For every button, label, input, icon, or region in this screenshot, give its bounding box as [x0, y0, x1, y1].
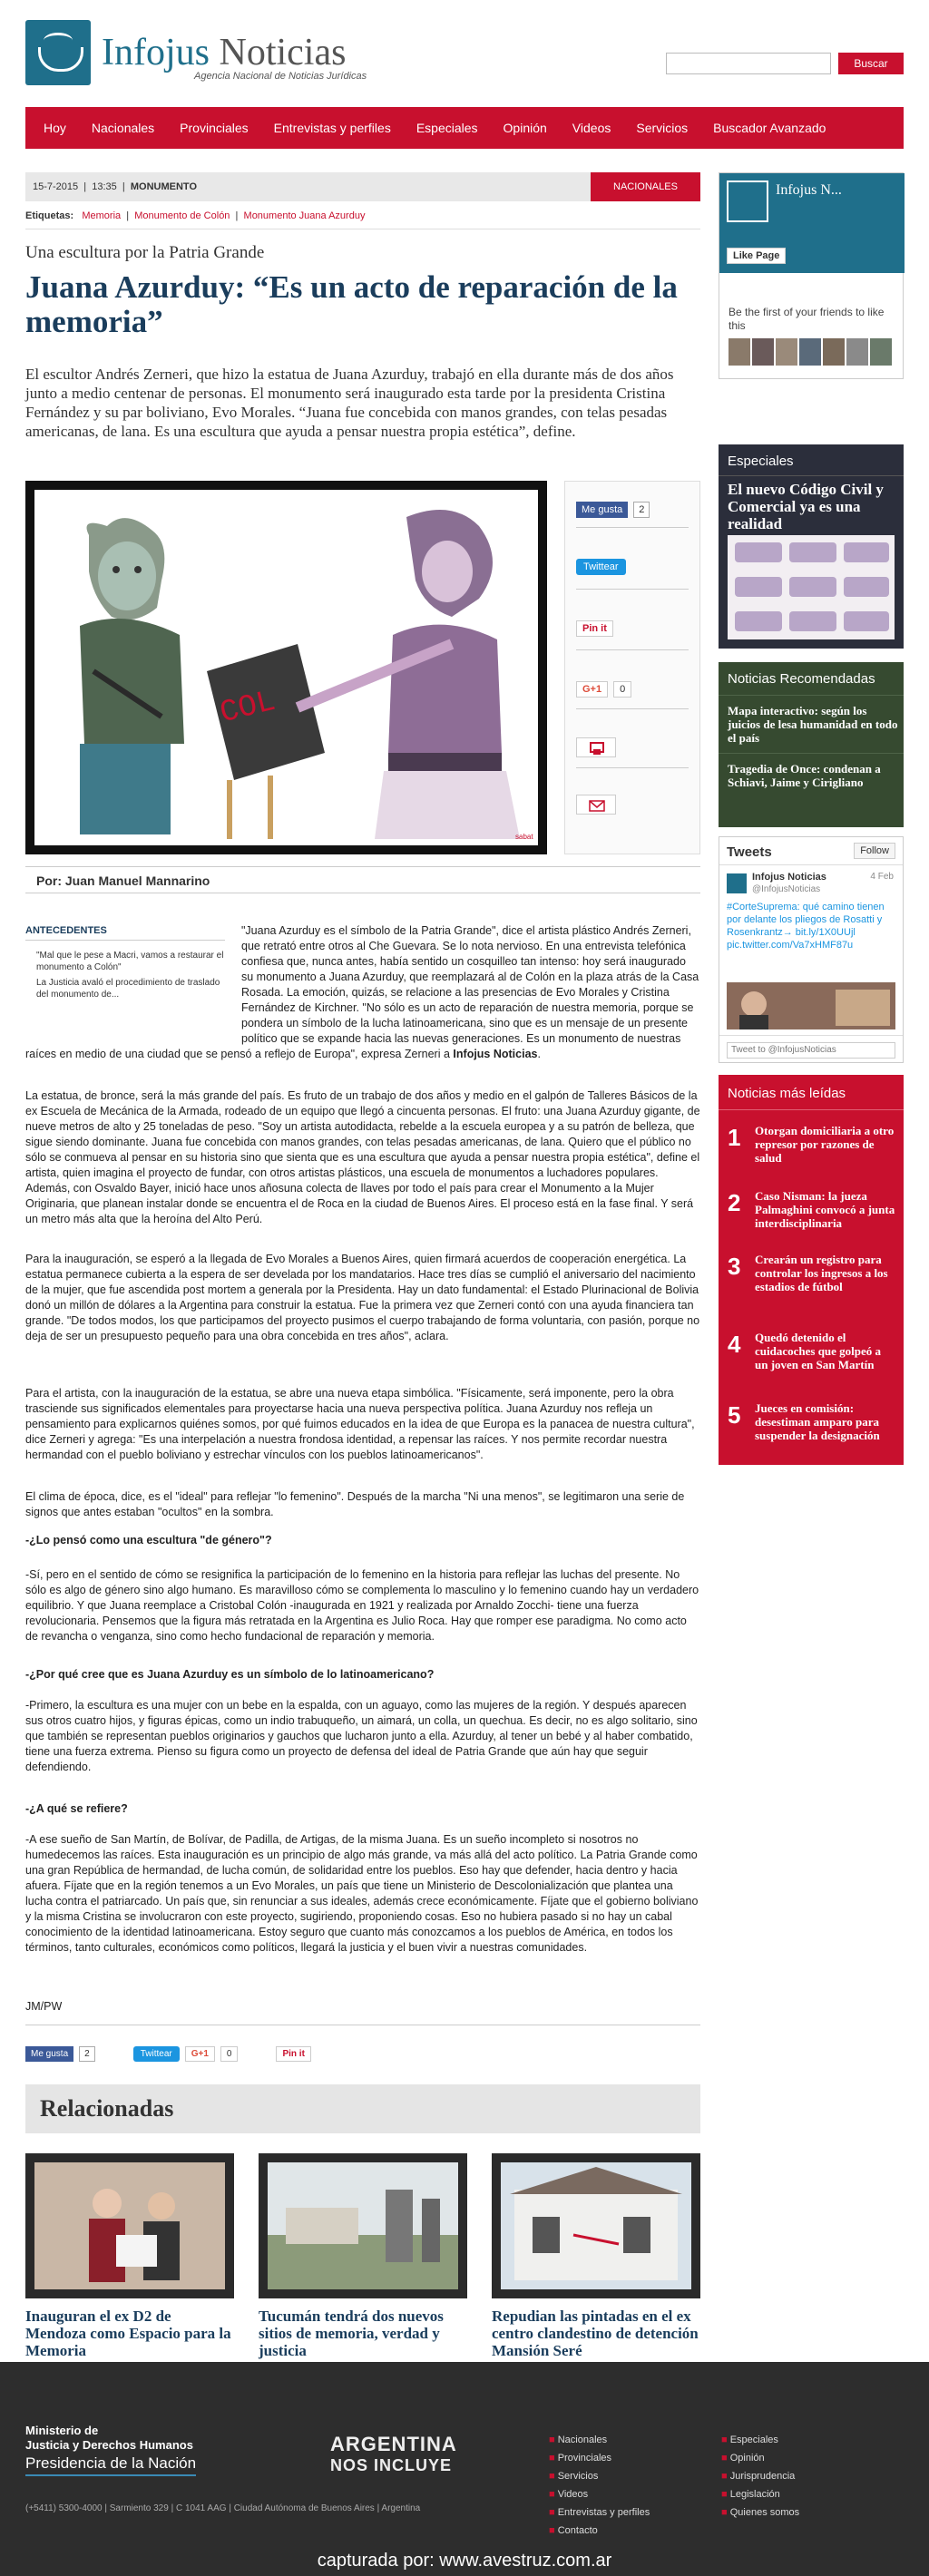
especiales-headline[interactable]: El nuevo Código Civil y Comercial ya es una realidad	[728, 481, 884, 532]
fb-friends-text: Be the first of your friends to like this	[729, 306, 885, 332]
footer-link[interactable]: ■ Quienes somos	[721, 2507, 800, 2518]
tweet-button[interactable]: Twittear	[133, 2046, 180, 2062]
bottom-share-bar	[25, 2046, 311, 2062]
footer-link[interactable]: ■ Provinciales	[549, 2453, 612, 2464]
tweet-user[interactable]: Infojus Noticias	[752, 872, 826, 883]
tweet-image[interactable]	[727, 982, 895, 1029]
divider	[576, 767, 689, 768]
nav-provinciales[interactable]: Provinciales	[180, 121, 249, 135]
especiales-image[interactable]	[728, 535, 895, 639]
related-title-1[interactable]: Inauguran el ex D2 de Mendoza como Espacio para la Memoria	[25, 2308, 231, 2359]
brand-name[interactable]	[102, 31, 346, 74]
paragraph-4: Para el artista, con la inauguración de la estatua, se abre una nueva etapa simbólica. "Físicamente, será imponente, pero la obra trasciende sus significados elementales para proyectarse hacia una nueva perspectiva política. Juana Azurduy nos refleja un pensamiento para explicarnos quiénes somos, por qué fuimos educados en la idea de que Europa es la panacea de nuestra cultura", dice Zerneri y agrega: "Es una interpelación a nuestra frondosa identidad, a repensar las raíces. Y nos permite recordar nuestra hermandad con el pueblo boliviano y estrechar vínculos con los pueblos latinoamericanos".	[25, 1387, 695, 1461]
gplus-count: 0	[613, 681, 631, 698]
divider	[576, 589, 689, 590]
nav-buscador[interactable]: Buscador Avanzado	[713, 121, 826, 135]
infojus-logo-icon[interactable]	[25, 20, 91, 85]
footer-link[interactable]: ■ Especiales	[721, 2435, 778, 2445]
tags-label: Etiquetas:	[25, 210, 74, 221]
tweet-to-input[interactable]: Tweet to @InfojusNoticias	[727, 1042, 895, 1059]
rank-number: 5	[728, 1401, 741, 1429]
facebook-count: 2	[633, 502, 650, 518]
tags-row: Etiquetas: Memoria | Monumento de Colón | Monumento Juana Azurduy	[25, 210, 366, 221]
article-date: 15-7-2015	[33, 181, 79, 192]
footer-links-col-1	[549, 2431, 650, 2540]
tag-link[interactable]: Monumento de Colón	[134, 210, 230, 221]
share-panel	[564, 481, 700, 854]
tweet-handle: @InfojusNoticias	[752, 884, 821, 894]
footer-presidency[interactable]: Presidencia de la Nación	[25, 2454, 196, 2476]
bag-text: COL	[217, 684, 279, 732]
footer-link[interactable]: ■ Contacto	[549, 2525, 598, 2536]
footer-link[interactable]: ■ Opinión	[721, 2453, 765, 2464]
float-spacer	[25, 923, 241, 1039]
especiales-box	[719, 444, 904, 649]
tweet-text[interactable]: #CorteSuprema: qué camino tienen por delante los pliegos de Rosatti y Rosenkrantz→ bit.ly/1X0UUjl pic.twitter.com/Va7xHMF87u	[727, 902, 885, 951]
paragraph-1-bold: Infojus Noticias	[453, 1048, 538, 1060]
rank-number: 4	[728, 1331, 741, 1358]
nav-hoy[interactable]: Hoy	[44, 121, 66, 135]
twitter-widget	[719, 836, 904, 1063]
relacionadas-header	[25, 2084, 700, 2133]
gplus-button[interactable]: G+1	[576, 681, 608, 698]
mas-leida-link[interactable]: Quedó detenido el cuidacoches que golpeó a un joven en San Martín	[755, 1331, 882, 1371]
related-thumb-3[interactable]	[492, 2153, 700, 2298]
tweet-avatar[interactable]	[727, 873, 747, 893]
article-byline: Por: Juan Manuel Mannarino	[25, 866, 700, 893]
divider	[576, 649, 689, 650]
article-title: Juana Azurduy: “Es un acto de reparación de la memoria”	[25, 269, 678, 339]
footer-ministry-2: Justicia y Derechos Humanos	[25, 2438, 193, 2452]
print-icon[interactable]	[576, 737, 616, 757]
divider	[719, 695, 904, 696]
facebook-page-widget	[719, 172, 904, 379]
paragraph-3: Para la inauguración, se esperó a la llegada de Evo Morales a Buenos Aires, quien firmará acuerdos de cooperación energética. La estatua permanece cubierta a la espera de ser develada por los mandatarios. Hace tres días se cumplió el aniversario del nacimiento de la mujer, que fue ascendida post mortem a generala por la Presidenta. Hay un dato fundamental: el Estado Plurinacional de Bolivia donó un millón de dólares a la Argentina para construir la estatua. Fue la primera vez que Zerneri contó con una ayuda financiera tan grande. "De todos modos, los que participamos del proyecto pusimos el cuerpo trabajando de forma voluntaria, con pasión, porque no deja de ser un presupuesto pequeño para una obra concebida en tres años", aclara.	[25, 1253, 700, 1342]
mas-leidas-box	[719, 1075, 904, 1465]
tweet-date: 4 Feb	[870, 872, 894, 882]
facebook-like-button[interactable]: Me gusta	[576, 502, 628, 518]
recomendada-link[interactable]: Mapa interactivo: según los juicios de lesa humanidad en todo el país	[728, 704, 898, 745]
fb-page-name[interactable]: Infojus N...	[776, 182, 842, 198]
fb-friends-avatars	[729, 338, 892, 366]
divider	[719, 1035, 903, 1036]
gplus-count: 0	[220, 2046, 239, 2062]
especiales-title: Especiales	[728, 454, 794, 469]
facebook-count: 2	[79, 2046, 95, 2062]
article-section: MONUMENTO	[130, 181, 198, 192]
nav-videos[interactable]: Videos	[572, 121, 611, 135]
paragraph-5: El clima de época, dice, es el "ideal" para reflejar "lo femenino". Después de la marcha "Ni una menos", se legitimaron una serie de signos que antes estaban "ocultos" en la sombra.	[25, 1490, 685, 1518]
rank-number: 1	[728, 1124, 741, 1151]
footer-link[interactable]: ■ Legislación	[721, 2489, 780, 2500]
gplus-button[interactable]: G+1	[185, 2046, 215, 2062]
tweets-title: Tweets	[727, 844, 772, 860]
question-3: -¿A qué se refiere?	[25, 1802, 128, 1815]
pinterest-button[interactable]: Pin it	[276, 2046, 310, 2062]
footer-link[interactable]: ■ Videos	[549, 2489, 589, 2500]
capture-watermark: capturada por: www.avestruz.com.ar	[317, 2551, 612, 2571]
related-title-3[interactable]: Repudian las pintadas en el ex centro clandestino de detención Mansión Seré	[492, 2308, 699, 2359]
divider	[719, 753, 904, 754]
mas-leida-link[interactable]: Caso Nisman: la jueza Palmaghini convocó a junta interdisciplinaria	[755, 1189, 895, 1230]
divider	[719, 864, 903, 865]
nav-servicios[interactable]: Servicios	[636, 121, 689, 135]
related-thumb-1[interactable]	[25, 2153, 234, 2298]
recomendada-link[interactable]: Tragedia de Once: condenan a Schiavi, Jaime y Cirigliano	[728, 762, 881, 789]
article-kicker: Una escultura por la Patria Grande	[25, 243, 265, 262]
answer-3: -A ese sueño de San Martín, de Bolívar, de Padilla, de Artigas, de la misma Juana. Es un sueño incompleto si nosotros no humedecemos las raíces. Esta inauguración es un principio de algo más grande, va más allá del acto político. La Patria Grande como una gran República de hermandad, de lucha común, de solidaridad entre los pueblos. Eso hay que defender, hacia dentro y hacia afuera. Fíjate que en la región tenemos a un Evo Morales, un país que tiene un Ministerio de Descolonialización que plantea una lucha contra el patriarcado. Un país que, sin renunciar a sus ideales, además crece económicamente. Fíjate que el gobierno boliviano y la misma Cristina se involucraron con este proyecto, sugiriendo, proponiendo cosas. Eso no hubiera pasado si no hay un cabal conocimiento de la identidad latinoamericana. Estoy seguro que cuanto más conozcamos a los pueblos de América, en todos los términos, tanto culturales, económicos como políticos, llegará la justicia y el buen vivir a nuestras comunidades.	[25, 1833, 699, 1954]
relacionadas-title: Relacionadas	[40, 2095, 174, 2122]
tweet-button[interactable]: Twittear	[576, 559, 626, 575]
article-time: 13:35	[92, 181, 117, 192]
fb-like-page-button[interactable]: Like Page	[727, 248, 786, 264]
footer-link[interactable]: ■ Servicios	[549, 2471, 599, 2482]
mas-leida-link[interactable]: Jueces en comisión: desestiman amparo para suspender la designación	[755, 1401, 880, 1442]
divider	[576, 708, 689, 709]
site-footer	[0, 2362, 929, 2576]
footer-link[interactable]: ■ Jurisprudencia	[721, 2471, 796, 2482]
mas-leida-link[interactable]: Otorgan domiciliaria a otro represor por razones de salud	[755, 1124, 895, 1165]
rank-number: 2	[728, 1189, 741, 1216]
gplus-share[interactable]	[576, 681, 631, 698]
mas-leidas-title: Noticias más leídas	[728, 1086, 846, 1101]
search-button[interactable]: Buscar	[838, 53, 904, 74]
article-illustration	[25, 481, 547, 854]
related-title-2[interactable]: Tucumán tendrá dos nuevos sitios de memoria, verdad y justicia	[259, 2308, 444, 2359]
article-signature: JM/PW	[25, 2000, 63, 2013]
related-thumb-2[interactable]	[259, 2153, 467, 2298]
nav-especiales[interactable]: Especiales	[416, 121, 478, 135]
search-input[interactable]	[666, 53, 831, 74]
question-1: -¿Lo pensó como una escultura "de género"?	[25, 1534, 272, 1547]
nav-nacionales[interactable]: Nacionales	[91, 121, 155, 135]
footer-link[interactable]: ■ Entrevistas y perfiles	[549, 2507, 650, 2518]
category-button[interactable]: NACIONALES	[591, 172, 700, 201]
illustration-signature: sabat	[515, 833, 533, 841]
rank-number: 3	[728, 1253, 741, 1280]
answer-2: -Primero, la escultura es una mujer con un bebe en la espalda, con un aguayo, como las mujeres de la región. Y después aparecen sus otros cuatro hijos, y figuras épicas, como un indio trabuqueño, un aimará, un colla, un quechua. Es decir, no es algo solitario, sino que también se representan pueblos originarios y gauchos que lucharon junto a ella. Azurduy, al tener un bebé y al haber combatido, tiene una fuerza extrema. Pienso su figura como un proyecto de defensa del ideal de Patria Grande que aún hay que seguir defendiendo.	[25, 1699, 698, 1773]
recomendadas-title: Noticias Recomendadas	[728, 671, 875, 687]
paragraph-2: La estatua, de bronce, será la más grande del país. Es fruto de un trabajo de dos años y medio en el galpón de Talleres Básicos de la ex Escuela de Mecánica de la Armada, rodeado de un equipo que llegó a cincuenta personas. El fruto: una Juana Azurduy gigante, de nueve metros de alto y 25 toneladas de peso. "Soy un artista autodidacta, rebelde a la escuela europea y a su patrón de belleza, que sigue siendo dominante. Juana fue concebida con manos grandes, con telas pesadas americanas, de lana. Quiero que el público no sólo se conmueva al pensar en su historia sino que sienta que es una escultura que ayuda a pensar nuestra propia estética", define el artista, quien imagina el proyecto de fundar, con otros artistas plásticos, una escuela de monumentos a luchadores populares. Además, con Osvaldo Bayer, inició hace unos añosuna colecta de llaves por todo el país para crear el Monumento a la Mujer Originaria, que planean instalar donde se encuentra el de Roca en la ciudad de Buenos Aires. El proceso está en la fase final. Y será un metro más alta que la heroína del Alto Perú.	[25, 1089, 700, 1225]
antecedente-link[interactable]: "Mal que le pese a Macri, vamos a restaurar el monumento a Colón"	[36, 951, 224, 972]
tag-link[interactable]: Memoria	[82, 210, 122, 221]
brand-subtitle: Agencia Nacional de Noticias Jurídicas	[194, 71, 367, 82]
tag-link[interactable]: Monumento Juana Azurduy	[243, 210, 366, 221]
facebook-like[interactable]	[576, 502, 650, 518]
footer-argentina: ARGENTINA	[330, 2433, 457, 2455]
brand-second: Noticias	[219, 32, 347, 73]
question-2: -¿Por qué cree que es Juana Azurduy es un símbolo de lo latinoamericano?	[25, 1668, 435, 1681]
mas-leida-link[interactable]: Crearán un registro para controlar los ingresos a los estadios de fútbol	[755, 1253, 888, 1293]
twitter-follow-button[interactable]: Follow	[854, 843, 895, 859]
paragraph-1: "Juana Azurduy es el símbolo de la Patria Grande", dice el artista plástico Andrés Zerneri, que retrató entre otros al Che Guevara. Se lo nota nervioso. En una entrevista telefónica confiesa que, nunca antes, había sentido un cosquilleo tan intenso: hoy será inaugurado su monumento a Juana Azurduy, que reemplazará al de Colón en la plaza atrás de la Casa Rosada. La emoción, quizás, se relacione a las presencias de Evo Morales y Cristina Fernández de Kirchner. "No sólo es un acto de reparación de nuestra memoria, porque se pondera un símbolo de la lucha latinoamericana, sino que es un mensaje de un presente político que se expande hacia las nuevas generaciones. Es un monumento de nuestras raíces en medio de una ciudad que se pensó a reflejo de Europa", expresa Zerneri a	[25, 924, 699, 1060]
divider	[719, 475, 904, 476]
article-paragraph: "Juana Azurduy es el símbolo de la Patria Grande", dice el artista plástico Andrés Zerneri, que retrató entre otros al Che Guevara. Se lo nota nervioso. En una entrevista telefónica confiesa que, nunca antes, había sentido un cosquilleo tan intenso: hoy será inaugurado su monumento a Juana Azurduy, que reemplazará al de Colón en la plaza atrás de la Casa Rosada. La emoción, quizás, se relacione a las presencias de Evo Morales y Cristina Fernández de Kirchner. "No sólo es un acto de reparación de nuestra memoria, porque se pondera un símbolo de la lucha latinoamericana, sino que es un mensaje de un presente político que se expande hacia las nuevas generaciones. Es un monumento de nuestras raíces en medio de una ciudad que se pensó a reflejo de Europa", expresa Zerneri a Infojus Noticias.	[25, 924, 699, 1060]
facebook-like-button[interactable]: Me gusta	[25, 2046, 73, 2062]
fb-page-logo-icon	[727, 181, 768, 222]
recomendadas-box	[719, 662, 904, 827]
email-icon[interactable]	[576, 795, 616, 815]
divider	[576, 527, 689, 528]
footer-link[interactable]: ■ Nacionales	[549, 2435, 608, 2445]
footer-links-col-2	[721, 2431, 799, 2522]
footer-incluye: NOS INCLUYE	[330, 2456, 453, 2474]
date-bar: 15-7-2015 | 13:35 | MONUMENTO	[25, 172, 700, 201]
footer-ministry-1: Ministerio de	[25, 2424, 99, 2437]
footer-address: (+5411) 5300-4000 | Sarmiento 329 | C 1041 AAG | Ciudad Autónoma de Buenos Aires | Argentina	[25, 2503, 421, 2513]
divider	[719, 1109, 904, 1110]
antecedente-link[interactable]: La Justicia avaló el procedimiento de traslado del monumento de...	[36, 978, 220, 1000]
brand-main: Infojus	[102, 32, 210, 73]
pinterest-button[interactable]: Pin it	[576, 620, 613, 637]
main-nav	[25, 107, 904, 149]
nav-entrevistas[interactable]: Entrevistas y perfiles	[273, 121, 391, 135]
antecedentes-title: ANTECEDENTES	[25, 925, 225, 941]
nav-opinion[interactable]: Opinión	[503, 121, 547, 135]
answer-1: -Sí, pero en el sentido de cómo se resignifica la participación de lo femenino en la historia para reflejar las luchas del presente. No sólo es algo de género sino algo humano. Es maravilloso cómo se complementa lo masculino y lo femenino cuando hay un verdadero equilibrio. Y que Juana reemplace a Cristobal Colón -inaugurada en 1921 y realizada por Arnaldo Zocchi- tiene una fuerza revolucionaria. Pensemos que la figura más retratada en la Argentina es Julio Roca. Hay que romper ese paradigma. No como acto de revancha o venganza, sino como hecho fundacional de reparación y memoria.	[25, 1568, 699, 1643]
article-lead: El escultor Andrés Zerneri, que hizo la estatua de Juana Azurduy, trabajó en ella durante más de dos años junto a medio centenar de personas. El monumento será inaugurado esta tarde por la presidenta Cristina Fernández y su par boliviano, Evo Morales. “Juana fue concebida con manos grandes, con telas pesadas americanas, de lana. Es una escultura que ayuda a pensar nuestra propia estética”, define.	[25, 366, 674, 440]
